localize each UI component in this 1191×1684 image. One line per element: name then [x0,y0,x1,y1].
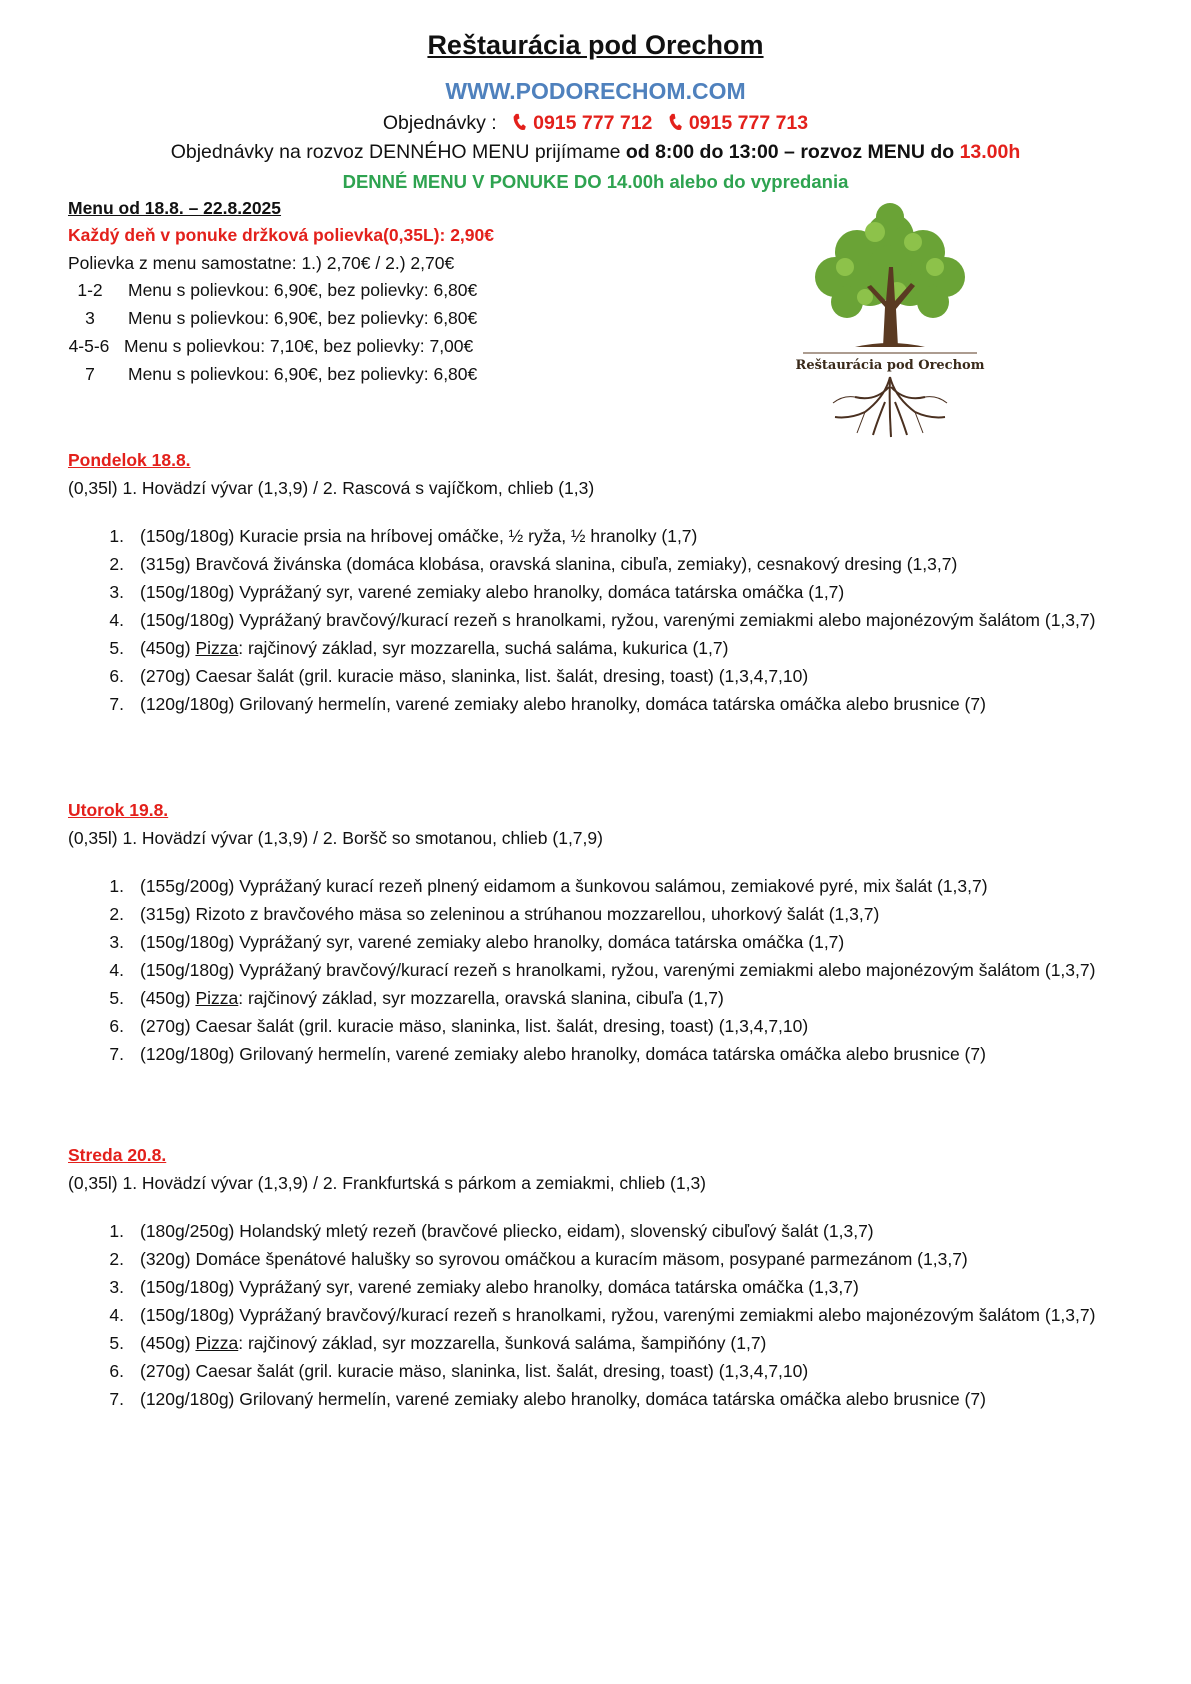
menu-item-description: (120g/180g) Grilovaný hermelín, varené zemiaky alebo hranolky, domáca tatárska omáčka alebo brusnice (7) [140,1389,986,1409]
menu-item-number: 5. [109,638,124,658]
phone-number-2[interactable]: 0915 777 713 [688,112,809,134]
menu-item-number: 4. [109,960,124,980]
menu-item-number: 2. [109,1249,124,1269]
menu-item-number: 2. [109,554,124,574]
menu-item-description: (150g/180g) Vyprážaný syr, varené zemiaky alebo hranolky, domáca tatárska omáčka (1,7) [140,582,845,602]
delivery-hours: od 8:00 do 13:00 – rozvoz MENU do [625,141,955,163]
menu-item-description: : rajčinový základ, syr mozzarella, oravská slanina, cibuľa (1,7) [238,988,724,1008]
menu-item-number: 6. [109,1361,124,1381]
menu-item-description: (150g/180g) Vyprážaný bravčový/kurací rezeň s hranolkami, ryžou, varenými zemiakmi alebo majonézovým šalátom (1,3,7) [140,960,1096,980]
menu-item-weight: (450g) [140,988,196,1008]
menu-item-description: (320g) Domáce špenátové halušky so syrovou omáčkou a kuracím mäsom, posypané parmezánom (1,3,7) [140,1249,968,1269]
menu-item-number: 1. [109,876,124,896]
menu-item-number: 1. [109,526,124,546]
menu-item-text [140,904,879,925]
menu-item-description: (120g/180g) Grilovaný hermelín, varené zemiaky alebo hranolky, domáca tatárska omáčka alebo brusnice (7) [140,1044,986,1064]
menu-item-description: : rajčinový základ, syr mozzarella, suchá saláma, kukurica (1,7) [238,638,729,658]
menu-item-description: (315g) Rizoto z bravčového mäsa so zeleninou a strúhanou mozzarellou, uhorkový šalát (1,3,7) [140,904,880,924]
day-soups: (0,35l) 1. Hovädzí vývar (1,3,9) / 2. Boršč so smotanou, chlieb (1,7,9) [68,828,603,848]
page-title: Reštaurácia pod Orechom [427,30,764,60]
menu-item-highlight: Pizza [195,988,239,1008]
menu-item-highlight: Pizza [195,638,239,658]
menu-item-text [140,932,844,953]
menu-item-description: : rajčinový základ, syr mozzarella, šunková saláma, šampiňóny (1,7) [238,1333,767,1353]
daily-soup-offer: Každý deň v ponuke držková polievka(0,35L): 2,90€ [68,225,494,245]
menu-item-number: 7. [109,1389,124,1409]
walnut-tree-icon [785,197,995,442]
day-soups: (0,35l) 1. Hovädzí vývar (1,3,9) / 2. Frankfurtská s párkom a zemiakmi, chlieb (1,3) [68,1173,706,1193]
menu-item-text [140,1277,859,1298]
price-text: Menu s polievkou: 7,10€, bez polievky: 7,00€ [124,336,474,356]
menu-item-description: (180g/250g) Holandský mletý rezeň (bravčové pliecko, eidam), slovenský cibuľový šalát (1,3,7) [140,1221,874,1241]
daily-menu-notice: DENNÉ MENU V PONUKE DO 14.00h alebo do vypredania [342,171,849,192]
logo-text: Reštaurácia pod Orechom [795,358,985,373]
day-heading: Pondelok 18.8. [68,450,191,470]
day-soups: (0,35l) 1. Hovädzí vývar (1,3,9) / 2. Rascová s vajíčkom, chlieb (1,3) [68,478,595,498]
orders-label: Objednávky : [382,112,497,134]
price-menu-numbers: 1-2 [77,280,103,300]
menu-item-description: (150g/180g) Kuracie prsia na hríbovej omáčke, ½ ryža, ½ hranolky (1,7) [140,526,698,546]
menu-item-description: (315g) Bravčová živánska (domáca klobása, oravská slanina, cibuľa, zemiaky), cesnakový dresing (1,3,7) [140,554,958,574]
menu-item-text [140,988,724,1009]
menu-item-text [140,1221,874,1242]
price-text: Menu s polievkou: 6,90€, bez polievky: 6,80€ [128,364,478,384]
menu-item-number: 7. [109,694,124,714]
menu-item-description: (120g/180g) Grilovaný hermelín, varené zemiaky alebo hranolky, domáca tatárska omáčka alebo brusnice (7) [140,694,986,714]
menu-item-text [140,1044,986,1065]
menu-item-number: 1. [109,1221,124,1241]
menu-item-highlight: Pizza [195,1333,239,1353]
menu-item-number: 3. [109,582,124,602]
menu-item-weight: (450g) [140,1333,196,1353]
menu-item-description: (270g) Caesar šalát (gril. kuracie mäso, slaninka, list. šalát, dresing, toast) (1,3,4,7,10) [140,666,809,686]
day-heading: Streda 20.8. [68,1145,167,1165]
menu-item-text [140,960,1095,981]
menu-item-description: (270g) Caesar šalát (gril. kuracie mäso, slaninka, list. šalát, dresing, toast) (1,3,4,7,10) [140,1016,809,1036]
menu-item-number: 6. [109,1016,124,1036]
price-text: Menu s polievkou: 6,90€, bez polievky: 6,80€ [128,308,478,328]
menu-item-text [140,1016,808,1037]
menu-item-text [140,1249,968,1270]
delivery-until: 13.00h [959,141,1021,163]
menu-item-text [140,582,844,603]
menu-item-text [140,1333,766,1354]
menu-item-number: 3. [109,932,124,952]
phone-number-1[interactable]: 0915 777 712 [533,112,653,134]
price-menu-numbers: 7 [85,364,95,384]
menu-item-number: 4. [109,1305,124,1325]
menu-item-number: 4. [109,610,124,630]
soup-standalone-price: Polievka z menu samostatne: 1.) 2,70€ / 2.) 2,70€ [68,253,455,273]
menu-item-weight: (450g) [140,638,196,658]
phone-icon [512,113,527,131]
menu-item-text [140,666,808,687]
delivery-info [0,141,1191,164]
menu-item-number: 5. [109,1333,124,1353]
menu-item-description: (150g/180g) Vyprážaný syr, varené zemiaky alebo hranolky, domáca tatárska omáčka (1,3,7) [140,1277,859,1297]
menu-item-text [140,554,957,575]
orders-line [0,112,1191,135]
menu-item-text [140,1361,808,1382]
price-menu-numbers: 4-5-6 [68,336,110,356]
menu-item-number: 6. [109,666,124,686]
delivery-prefix: Objednávky na rozvoz DENNÉHO MENU prijímame [170,141,621,163]
menu-item-text [140,1305,1095,1326]
menu-item-description: (150g/180g) Vyprážaný bravčový/kurací rezeň s hranolkami, ryžou, varenými zemiakmi alebo majonézovým šalátom (1,3,7) [140,1305,1096,1325]
menu-item-text [140,876,988,897]
menu-item-text [140,638,728,659]
website-link[interactable]: WWW.PODORECHOM.COM [445,78,746,104]
menu-item-description: (150g/180g) Vyprážaný bravčový/kurací rezeň s hranolkami, ryžou, varenými zemiakmi alebo majonézovým šalátom (1,3,7) [140,610,1096,630]
menu-period: Menu od 18.8. – 22.8.2025 [68,198,282,218]
menu-item-number: 7. [109,1044,124,1064]
menu-item-text [140,694,986,715]
phone-icon [668,113,683,131]
menu-item-text [140,526,697,547]
price-menu-numbers: 3 [85,308,95,328]
price-text: Menu s polievkou: 6,90€, bez polievky: 6,80€ [128,280,478,300]
menu-item-description: (155g/200g) Vyprážaný kurací rezeň plnený eidamom a šunkovou salámou, zemiakové pyré, mix šalát (1,3,7) [140,876,988,896]
menu-item-number: 2. [109,904,124,924]
menu-item-text [140,610,1095,631]
menu-item-number: 3. [109,1277,124,1297]
menu-item-text [140,1389,986,1410]
menu-item-description: (270g) Caesar šalát (gril. kuracie mäso, slaninka, list. šalát, dresing, toast) (1,3,4,7,10) [140,1361,809,1381]
menu-item-description: (150g/180g) Vyprážaný syr, varené zemiaky alebo hranolky, domáca tatárska omáčka (1,7) [140,932,845,952]
day-heading: Utorok 19.8. [68,800,169,820]
menu-item-number: 5. [109,988,124,1008]
